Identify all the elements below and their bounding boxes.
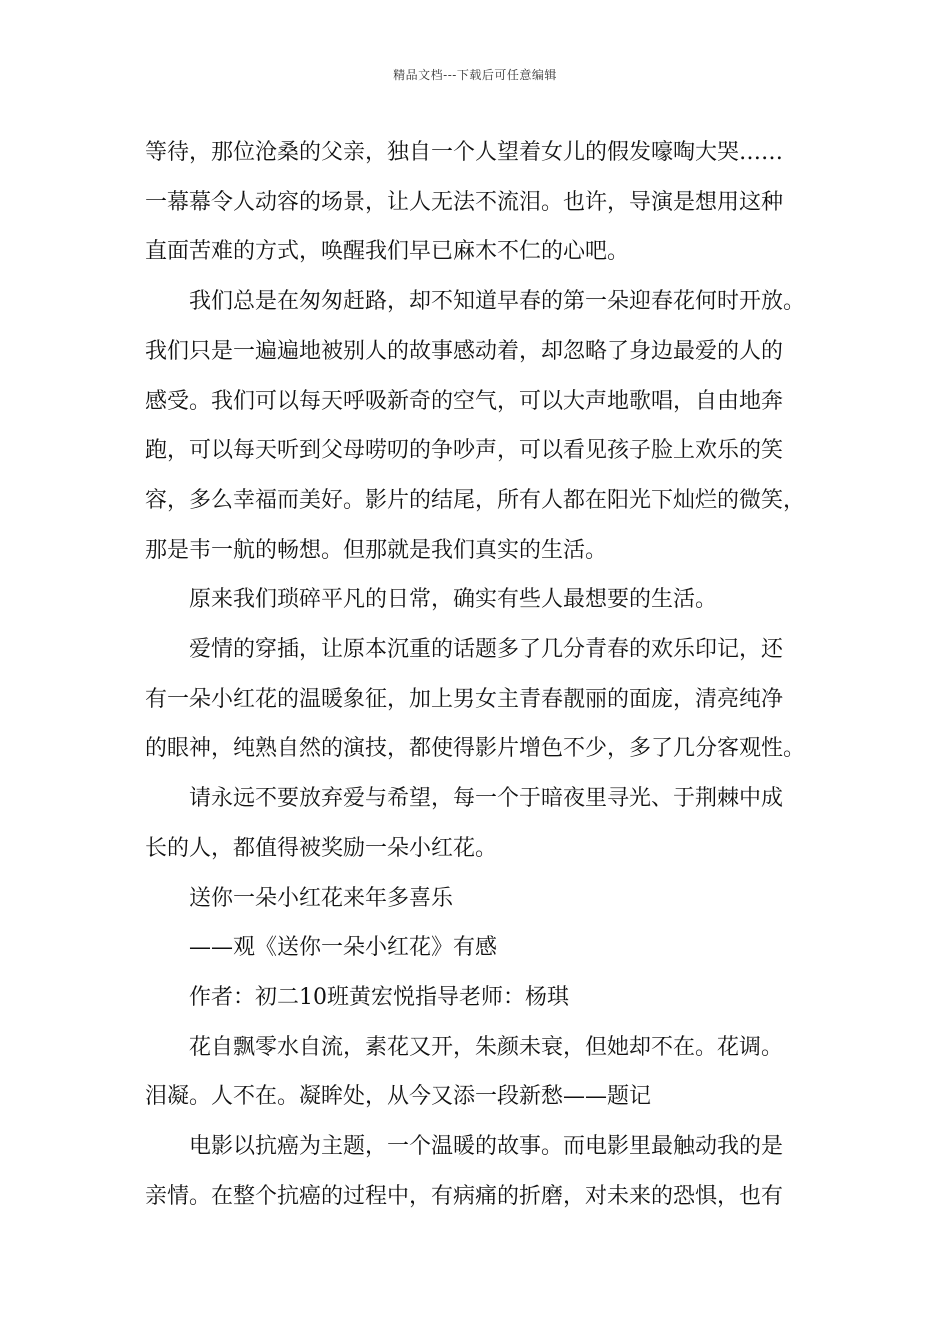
- text-line: 花自飘零水自流，素花又开，朱颜未衰，但她却不在。花调。: [189, 1034, 784, 1060]
- page-header: 精品文档---下载后可任意编辑: [393, 68, 557, 82]
- text-line: 长的人，都值得被奖励一朵小红花。: [145, 835, 498, 861]
- text-line: 等待，那位沧桑的父亲，独自一个人望着女儿的假发嚎啕大哭……: [145, 140, 784, 165]
- article-author: 作者：初二10班黄宏悦指导老师：杨琪: [189, 984, 569, 1010]
- text-line: 那是韦一航的畅想。但那就是我们真实的生活。: [145, 537, 608, 563]
- text-line: 感受。我们可以每天呼吸新奇的空气，可以大声地歌唱，自由地奔: [145, 388, 784, 414]
- text-line: 原来我们琐碎平凡的日常，确实有些人最想要的生活。: [189, 587, 718, 613]
- text-line: 亲情。在整个抗癌的过程中，有病痛的折磨，对未来的恐惧，也有: [145, 1183, 784, 1209]
- document-body: [145, 128, 813, 1221]
- text-line: 请永远不要放弃爱与希望，每一个于暗夜里寻光、于荆棘中成: [189, 786, 784, 812]
- text-line: 跑，可以每天听到父母唠叨的争吵声，可以看见孩子脸上欢乐的笑: [145, 438, 784, 464]
- text-line: 一幕幕令人动容的场景，让人无法不流泪。也许，导演是想用这种: [145, 189, 784, 215]
- article-title: 送你一朵小红花来年多喜乐: [189, 885, 454, 911]
- text-line: 有一朵小红花的温暖象征，加上男女主青春靓丽的面庞，清亮纯净: [145, 686, 784, 712]
- text-line: 电影以抗癌为主题，一个温暖的故事。而电影里最触动我的是: [189, 1134, 784, 1160]
- text-line: 的眼神，纯熟自然的演技，都使得影片增色不少，多了几分客观性。: [145, 736, 806, 762]
- text-line: 我们只是一遍遍地被别人的故事感动着，却忽略了身边最爱的人的: [145, 338, 784, 364]
- text-line: 我们总是在匆匆赶路，却不知道早春的第一朵迎春花何时开放。: [189, 289, 806, 315]
- article-subtitle: ——观《送你一朵小红花》有感: [189, 935, 498, 961]
- text-line: 直面苦难的方式，唤醒我们早已麻木不仁的心吧。: [145, 239, 630, 265]
- text-line: 泪凝。人不在。凝眸处，从今又添一段新愁——题记: [145, 1084, 652, 1110]
- text-line: 爱情的穿插，让原本沉重的话题多了几分青春的欢乐印记，还: [189, 637, 784, 663]
- text-line: 容，多么幸福而美好。影片的结尾，所有人都在阳光下灿烂的微笑，: [145, 487, 806, 513]
